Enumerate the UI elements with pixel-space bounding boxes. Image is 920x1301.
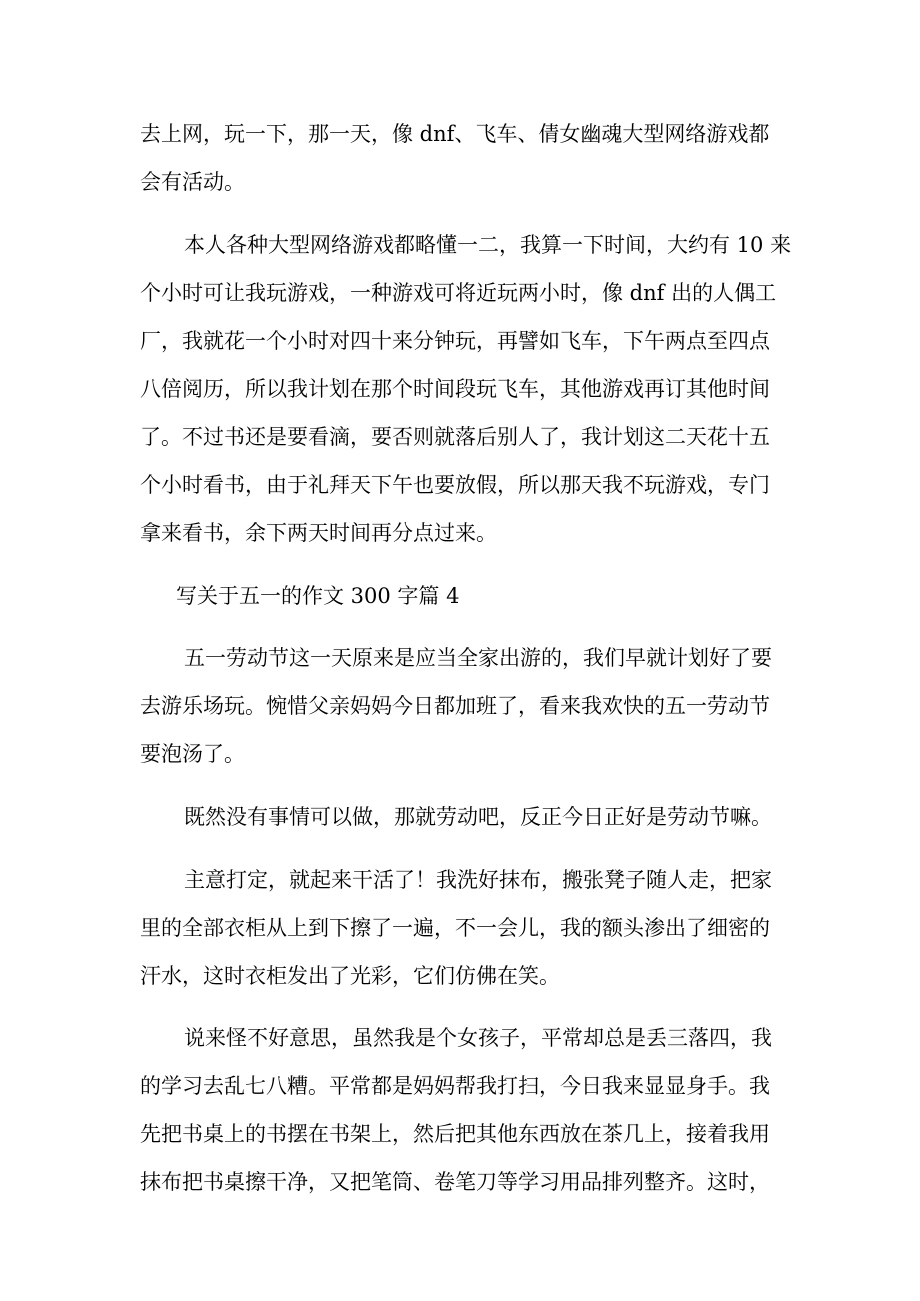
text-line: 要泡汤了。 [140, 742, 245, 766]
text-line: 的学习去乱七八糟。平常都是妈妈帮我打扫，今日我来显显身手。我 [140, 1074, 770, 1098]
text-line: 里的全部衣柜从上到下擦了一遍，不一会儿，我的额头渗出了细密的 [140, 916, 770, 940]
text-line: 主意打定，就起来干活了！我洗好抹布，搬张凳子随人走，把家 [184, 868, 772, 892]
text-line: 去游乐场玩。惋惜父亲妈妈今日都加班了，看来我欢快的五一劳动节 [140, 694, 770, 718]
text-line: 个小时看书，由于礼拜天下午也要放假，所以那天我不玩游戏，专门 [140, 473, 770, 497]
text-line: 去上网，玩一下，那一天，像 dnf、飞车、倩女幽魂大型网络游戏都 [140, 122, 770, 146]
text-line: 汗水，这时衣柜发出了光彩，它们仿佛在笑。 [140, 964, 560, 988]
section-heading: 写关于五一的作文 300 字篇 4 [176, 584, 460, 608]
text-line: 拿来看书，余下两天时间再分点过来。 [140, 521, 497, 545]
text-line: 八倍阅历，所以我计划在那个时间段玩飞车，其他游戏再订其他时间 [140, 377, 770, 401]
text-line: 说来怪不好意思，虽然我是个女孩子，平常却总是丢三落四，我 [184, 1026, 772, 1050]
text-line: 厂，我就花一个小时对四十来分钟玩，再譬如飞车，下午两点至四点 [140, 329, 770, 353]
text-line: 既然没有事情可以做，那就劳动吧，反正今日正好是劳动节嘛。 [184, 805, 772, 829]
text-line: 了。不过书还是要看滴，要否则就落后别人了，我计划这二天花十五 [140, 425, 770, 449]
text-line: 先把书桌上的书摆在书架上，然后把其他东西放在茶几上，接着我用 [140, 1122, 770, 1146]
text-line: 本人各种大型网络游戏都略懂一二，我算一下时间，大约有 10 来 [184, 233, 792, 257]
text-line: 个小时可让我玩游戏，一种游戏可将近玩两小时，像 dnf 出的人偶工 [140, 281, 777, 305]
text-line: 会有活动。 [140, 170, 245, 194]
text-line: 抹布把书桌擦干净，又把笔筒、卷笔刀等学习用品排列整齐。这时， [140, 1170, 770, 1194]
text-line: 五一劳动节这一天原来是应当全家出游的，我们早就计划好了要 [184, 646, 772, 670]
